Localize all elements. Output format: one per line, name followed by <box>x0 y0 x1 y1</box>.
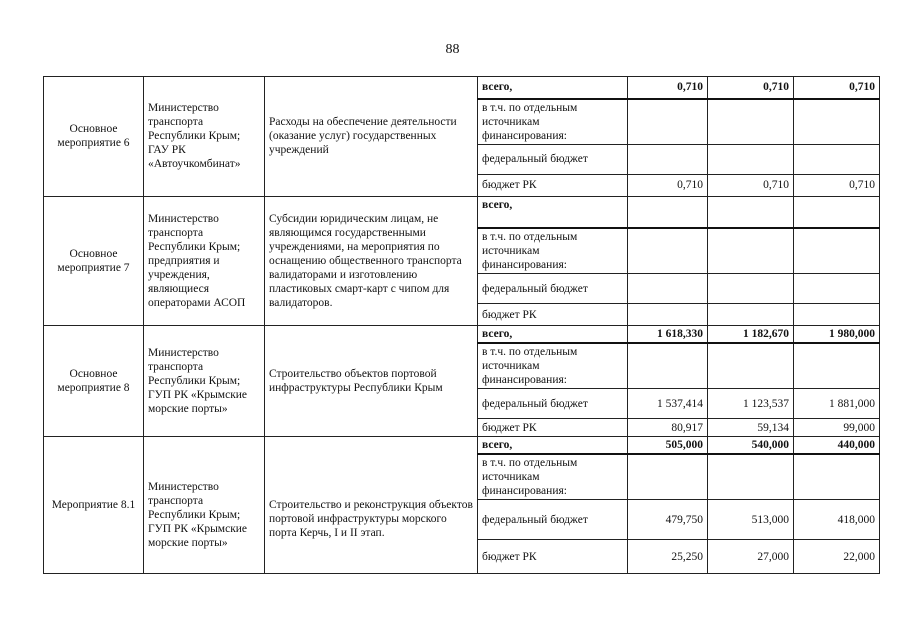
regional-value: 80,917 <box>628 419 708 437</box>
total-value: 1 618,330 <box>628 326 708 344</box>
regional-value: 59,134 <box>708 419 794 437</box>
page-number: 88 <box>445 42 460 57</box>
federal-value: 1 537,414 <box>628 389 708 419</box>
federal-value: 1 881,000 <box>794 389 880 419</box>
federal-value: 1 123,537 <box>708 389 794 419</box>
regional-value: 0,710 <box>628 174 708 196</box>
federal-label: федеральный бюджет <box>478 389 628 419</box>
regional-label: бюджет РК <box>478 304 628 326</box>
table-row <box>44 77 880 99</box>
federal-label: федеральный бюджет <box>478 500 628 540</box>
budget-table <box>43 76 880 574</box>
total-value: 440,000 <box>794 437 880 455</box>
measure-name: Основное мероприятие 8 <box>44 326 144 437</box>
regional-value <box>628 304 708 326</box>
total-value: 1 182,670 <box>708 326 794 344</box>
executor: Министерство транспорта Республики Крым; ГУП РК «Крымские морские порты» <box>144 326 265 437</box>
total-value <box>628 196 708 228</box>
federal-label: федеральный бюджет <box>478 274 628 304</box>
regional-value: 0,710 <box>708 174 794 196</box>
total-value: 1 980,000 <box>794 326 880 344</box>
federal-value <box>628 144 708 174</box>
including-label: в т.ч. по отдельным источникам финансирования: <box>478 343 628 389</box>
including-label: в т.ч. по отдельным источникам финансирования: <box>478 99 628 145</box>
total-value: 540,000 <box>708 437 794 455</box>
including-label: в т.ч. по отдельным источникам финансирования: <box>478 228 628 274</box>
executor: Министерство транспорта Республики Крым; предприятия и учреждения, являющиеся операторами АСОП <box>144 196 265 326</box>
total-label: всего, <box>478 196 628 228</box>
federal-value <box>794 274 880 304</box>
total-value: 0,710 <box>628 77 708 99</box>
total-label: всего, <box>478 77 628 99</box>
table-row <box>44 326 880 344</box>
measure-name: Основное мероприятие 6 <box>44 77 144 197</box>
regional-value: 25,250 <box>628 540 708 574</box>
total-value: 0,710 <box>708 77 794 99</box>
measure-name: Мероприятие 8.1 <box>44 437 144 574</box>
measure-description: Расходы на обеспечение деятельности (оказание услуг) государственных учреждений <box>265 77 478 197</box>
federal-value <box>708 144 794 174</box>
total-label: всего, <box>478 437 628 455</box>
measure-description: Строительство и реконструкция объектов портовой инфраструктуры морского порта Керчь, I и II этап. <box>265 437 478 574</box>
federal-value <box>708 274 794 304</box>
regional-label: бюджет РК <box>478 174 628 196</box>
total-value: 0,710 <box>794 77 880 99</box>
regional-value: 27,000 <box>708 540 794 574</box>
table-row <box>44 437 880 455</box>
regional-label: бюджет РК <box>478 419 628 437</box>
federal-value <box>794 144 880 174</box>
measure-description: Строительство объектов портовой инфраструктуры Республики Крым <box>265 326 478 437</box>
executor: Министерство транспорта Республики Крым; ГУП РК «Крымские морские порты» <box>144 437 265 574</box>
including-label: в т.ч. по отдельным источникам финансирования: <box>478 454 628 500</box>
federal-label: федеральный бюджет <box>478 144 628 174</box>
measure-description: Субсидии юридическим лицам, не являющимся государственными учреждениями, на мероприятия по оснащению общественного транспорта валидаторами и изготовлению пластиковых смарт-карт с чипом для валидаторов. <box>265 196 478 326</box>
regional-value: 22,000 <box>794 540 880 574</box>
regional-value <box>708 304 794 326</box>
table-row <box>44 196 880 228</box>
regional-value: 0,710 <box>794 174 880 196</box>
total-value <box>708 196 794 228</box>
federal-value <box>628 274 708 304</box>
federal-value: 479,750 <box>628 500 708 540</box>
federal-value: 513,000 <box>708 500 794 540</box>
total-label: всего, <box>478 326 628 344</box>
federal-value: 418,000 <box>794 500 880 540</box>
executor: Министерство транспорта Республики Крым; ГАУ РК «Автоучкомбинат» <box>144 77 265 197</box>
measure-name: Основное мероприятие 7 <box>44 196 144 326</box>
regional-value <box>794 304 880 326</box>
total-value: 505,000 <box>628 437 708 455</box>
regional-label: бюджет РК <box>478 540 628 574</box>
regional-value: 99,000 <box>794 419 880 437</box>
total-value <box>794 196 880 228</box>
